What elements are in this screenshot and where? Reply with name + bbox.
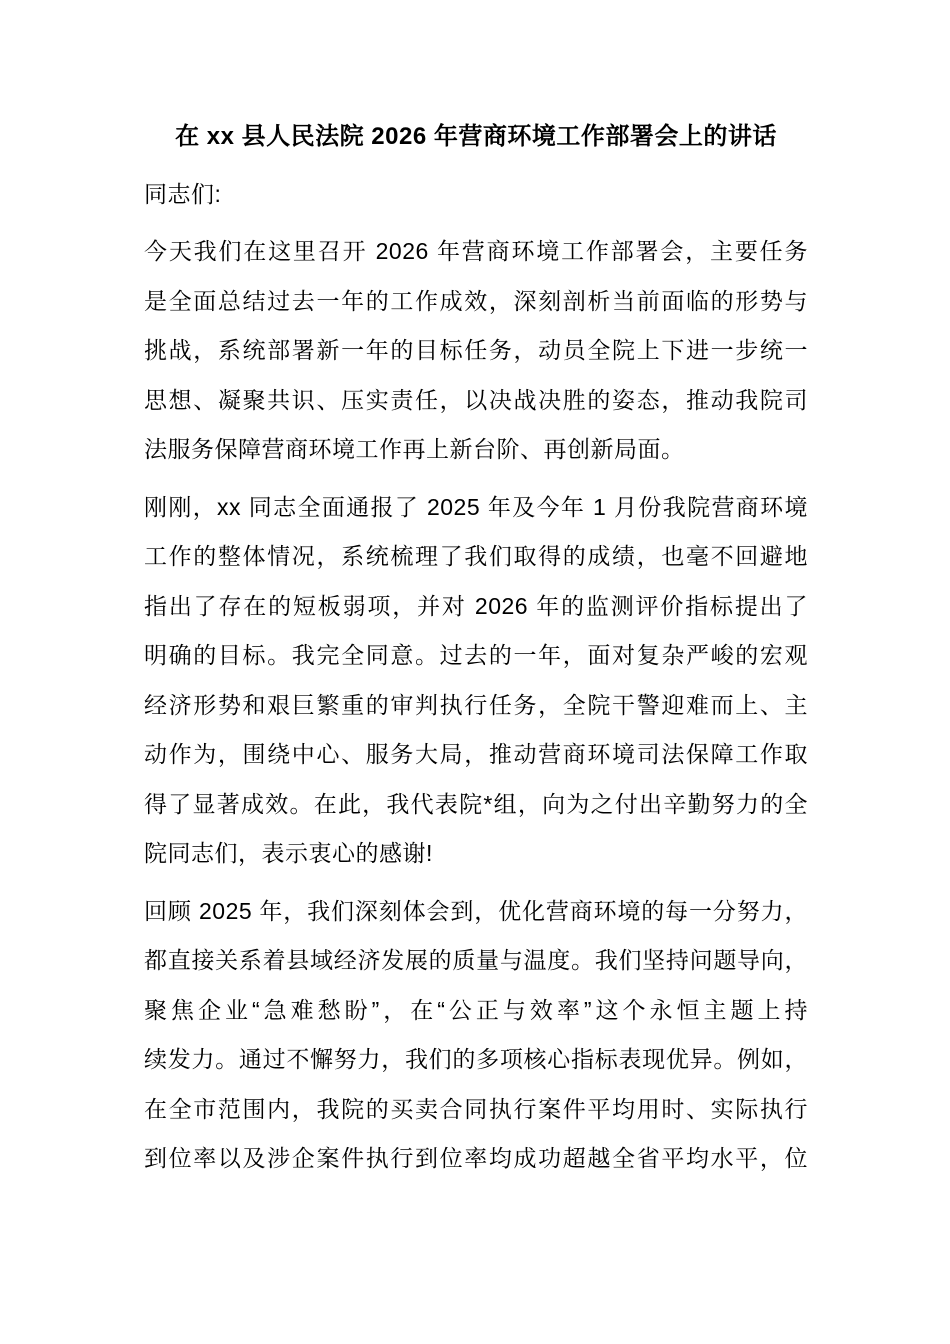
text-line: 明确的目标。我完全同意。过去的一年，面对复杂严峻的宏观 [144,642,808,668]
text-line: 在全市范围内，我院的买卖合同执行案件平均用时、实际执行 [144,1095,808,1122]
text-line: 同志们: [144,180,222,207]
paragraph [144,483,808,879]
text-line: 法服务保障营商环境工作再上新台阶、再创新局面。 [144,436,685,462]
paragraph [144,170,808,220]
text-line: 今天我们在这里召开 2026 年营商环境工作部署会，主要任务 [144,238,808,264]
text-line: 院同志们，表示衷心的感谢! [144,840,433,866]
document-title: 在 xx 县人民法院 2026 年营商环境工作部署会上的讲话 [175,123,777,150]
text-line: 经济形势和艰巨繁重的审判执行任务，全院干警迎难而上、主 [144,691,808,718]
document-body [144,170,808,1184]
text-line: 刚刚，xx 同志全面通报了 2025 年及今年 1 月份我院营商环境 [144,493,808,520]
text-line: 续发力。通过不懈努力，我们的多项核心指标表现优异。例如， [144,1046,808,1072]
paragraph [144,887,808,1184]
text-line: 挑战，系统部署新一年的目标任务，动员全院上下进一步统一 [144,337,808,363]
text-line: 到位率以及涉企案件执行到位率均成功超越全省平均水平，位 [144,1145,808,1171]
text-line: 思想、凝聚共识、压实责任，以决战决胜的姿态，推动我院司 [144,386,808,413]
text-line: 是全面总结过去一年的工作成效，深刻剖析当前面临的形势与 [144,287,808,314]
text-line: 回顾 2025 年，我们深刻体会到，优化营商环境的每一分努力， [144,897,808,924]
text-line: 聚焦企业“急难愁盼”，在“公正与效率”这个永恒主题上持 [144,996,808,1023]
text-line: 得了显著成效。在此，我代表院*组，向为之付出辛勤努力的全 [144,790,808,817]
paragraph [144,227,808,475]
text-line: 指出了存在的短板弱项，并对 2026 年的监测评价指标提出了 [144,592,808,619]
text-line: 工作的整体情况，系统梳理了我们取得的成绩，也毫不回避地 [144,543,808,569]
text-line: 都直接关系着县域经济发展的质量与温度。我们坚持问题导向， [144,947,808,973]
text-line: 动作为，围绕中心、服务大局，推动营商环境司法保障工作取 [144,741,808,767]
